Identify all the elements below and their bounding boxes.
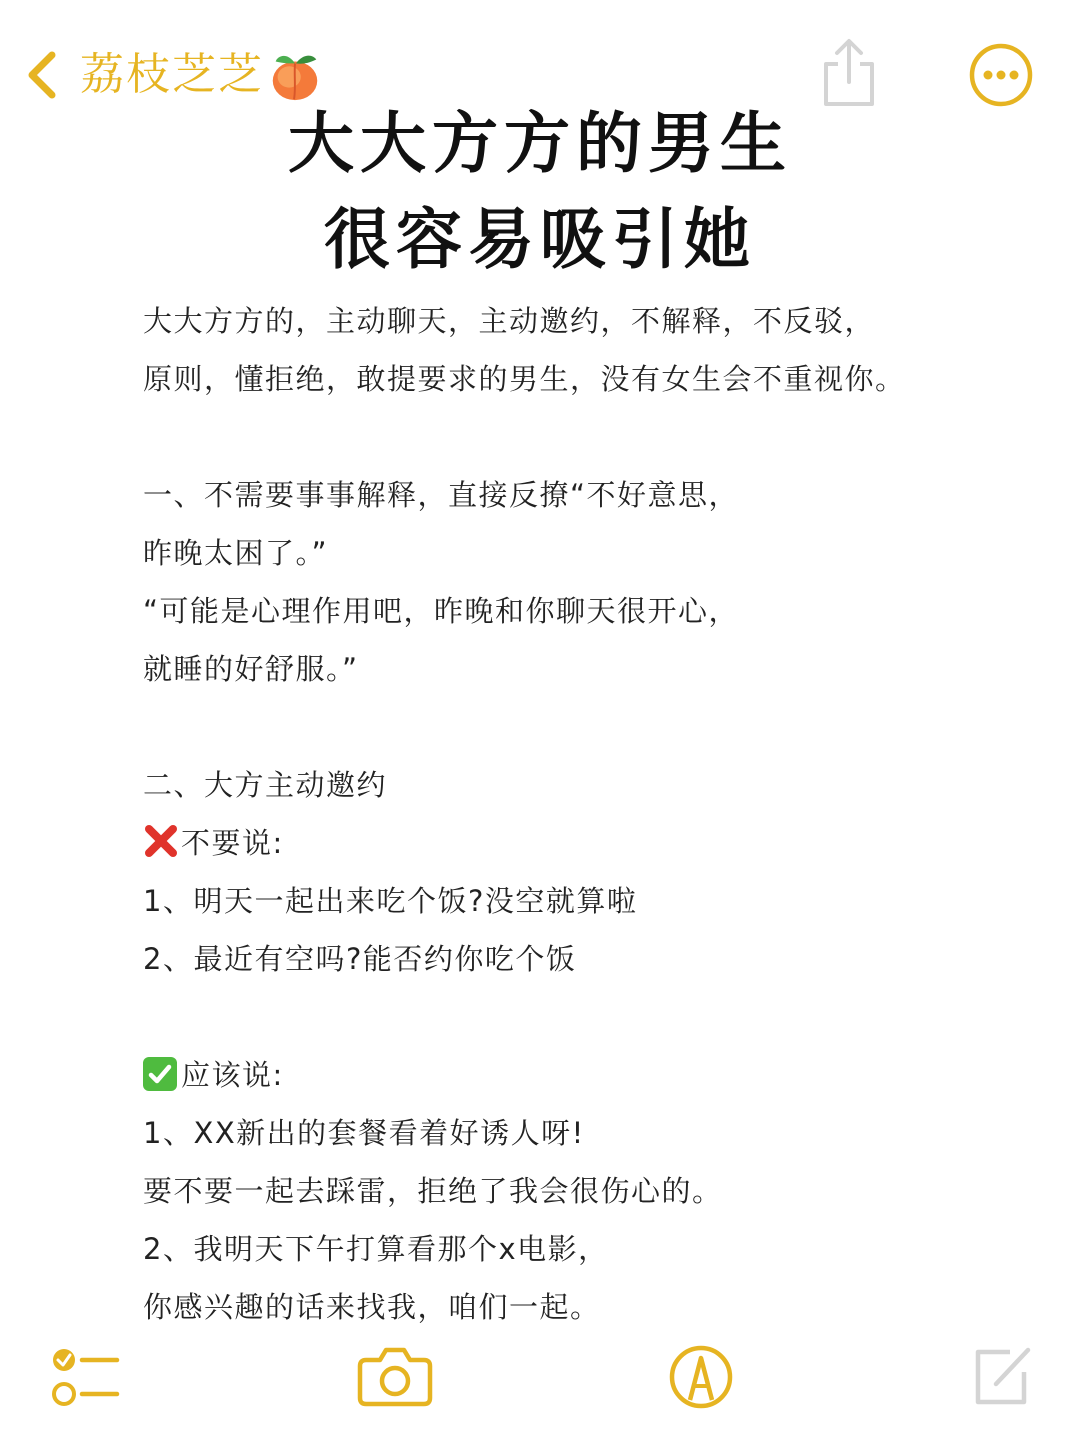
body-line: 原则，懂拒绝，敢提要求的男生，没有女生会不重视你。 — [143, 362, 906, 396]
blank-line — [143, 408, 1023, 466]
camera-icon[interactable] — [356, 1344, 434, 1408]
note-title — [0, 96, 1080, 288]
note-body[interactable] — [143, 292, 1023, 1336]
blank-line — [143, 988, 1023, 1046]
blank-line — [143, 698, 1023, 756]
dont-say-text: 不要说: — [181, 826, 284, 860]
body-line: 就睡的好舒服。” — [143, 652, 359, 686]
check-mark-icon — [143, 1057, 177, 1091]
body-line: “可能是心理作用吧，昨晚和你聊天很开心， — [143, 594, 740, 628]
body-line: 昨晚太困了。” — [143, 536, 329, 570]
should-say-label — [143, 1046, 1023, 1104]
back-label: 荔枝芝芝 — [80, 49, 264, 100]
compose-icon[interactable] — [970, 1344, 1034, 1408]
list-item: 1、XX新出的套餐看着好诱人呀! — [143, 1116, 585, 1150]
section-two-heading: 二、大方主动邀约 — [143, 768, 388, 802]
checklist-icon[interactable] — [50, 1344, 120, 1410]
bottom-toolbar — [0, 1330, 1080, 1439]
title-line-2: 很容易吸引她 — [324, 201, 756, 278]
dont-say-label — [143, 814, 1023, 872]
list-item: 你感兴趣的话来找我，咱们一起。 — [143, 1290, 601, 1324]
list-item: 2、我明天下午打算看那个x电影， — [143, 1232, 609, 1266]
navigation-bar — [0, 0, 1080, 110]
markup-pen-icon[interactable] — [668, 1344, 734, 1410]
body-line: 大大方方的，主动聊天，主动邀约，不解释，不反驳， — [143, 304, 876, 338]
list-item: 要不要一起去踩雷，拒绝了我会很伤心的。 — [143, 1174, 723, 1208]
list-item: 2、最近有空吗?能否约你吃个饭 — [143, 942, 577, 976]
section-one-heading: 一、不需要事事解释，直接反撩“不好意思， — [143, 478, 740, 512]
title-line-1: 大大方方的男生 — [288, 105, 792, 182]
list-item: 1、明天一起出来吃个饭?没空就算啦 — [143, 884, 638, 918]
cross-mark-icon — [143, 823, 179, 859]
should-say-text: 应该说: — [181, 1058, 284, 1092]
